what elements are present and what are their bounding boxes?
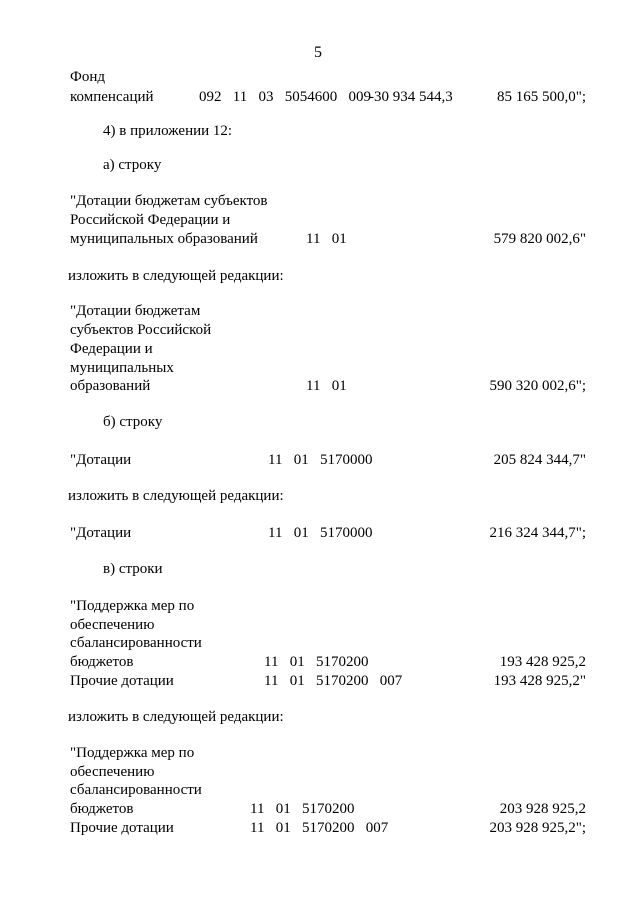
replace-text-2: изложить в следующей редакции: (68, 488, 284, 504)
item-c-heading: в) строки (103, 561, 163, 577)
fond-amount-change: -30 934 544,3 (369, 89, 453, 105)
c-new-line4: бюджетов (70, 801, 134, 817)
c-old-amount1: 193 428 925,2 (499, 654, 586, 670)
c-new-line2: обеспечению (70, 764, 155, 780)
c-new-amount2: 203 928 925,2"; (489, 820, 586, 836)
c-old-label2: Прочие дотации (70, 673, 174, 689)
c-new-amount1: 203 928 925,2 (499, 801, 586, 817)
a-old-line1: "Дотации бюджетам субъектов (70, 193, 268, 209)
a-new-line1: "Дотации бюджетам (70, 303, 201, 319)
b-new-label: "Дотации (70, 525, 132, 541)
b-old-label: "Дотации (70, 452, 132, 468)
a-new-codes: 11 01 (306, 378, 347, 394)
a-old-codes: 11 01 (306, 231, 347, 247)
c-old-line2: обеспечению (70, 617, 155, 633)
a-new-amount: 590 320 002,6"; (489, 378, 586, 394)
c-old-amount2: 193 428 925,2" (493, 673, 586, 689)
fond-amount-total: 85 165 500,0"; (496, 89, 586, 105)
item-b-heading: б) строку (103, 414, 163, 430)
c-old-codes2: 11 01 5170200 007 (264, 673, 403, 689)
c-new-codes2: 11 01 5170200 007 (250, 820, 389, 836)
b-new-codes: 11 01 5170000 (268, 525, 373, 541)
b-old-amount: 205 824 344,7" (493, 452, 586, 468)
a-old-line2: Российской Федерации и (70, 212, 231, 228)
c-old-line1: "Поддержка мер по (70, 598, 195, 614)
item-4-heading: 4) в приложении 12: (103, 123, 233, 139)
c-new-line1: "Поддержка мер по (70, 745, 195, 761)
fond-label-line2: компенсаций (70, 89, 154, 105)
a-new-line4: муниципальных (70, 360, 174, 376)
fond-codes: 092 11 03 5054600 009 (199, 89, 371, 105)
c-old-line4: бюджетов (70, 654, 134, 670)
item-a-heading: а) строку (103, 157, 162, 173)
a-new-line2: субъектов Российской (70, 322, 212, 338)
replace-text-3: изложить в следующей редакции: (68, 709, 284, 725)
c-old-line3: сбалансированности (70, 635, 202, 651)
a-new-line5: образований (70, 378, 151, 394)
replace-text-1: изложить в следующей редакции: (68, 268, 284, 284)
c-new-codes1: 11 01 5170200 (250, 801, 355, 817)
a-old-amount: 579 820 002,6" (493, 231, 586, 247)
fond-label-line1: Фонд (70, 69, 106, 85)
b-new-amount: 216 324 344,7"; (489, 525, 586, 541)
page-number: 5 (314, 44, 322, 61)
c-new-line3: сбалансированности (70, 782, 202, 798)
b-old-codes: 11 01 5170000 (268, 452, 373, 468)
a-new-line3: Федерации и (70, 341, 153, 357)
a-old-line3: муниципальных образований (70, 231, 258, 247)
c-old-codes1: 11 01 5170200 (264, 654, 369, 670)
c-new-label2: Прочие дотации (70, 820, 174, 836)
